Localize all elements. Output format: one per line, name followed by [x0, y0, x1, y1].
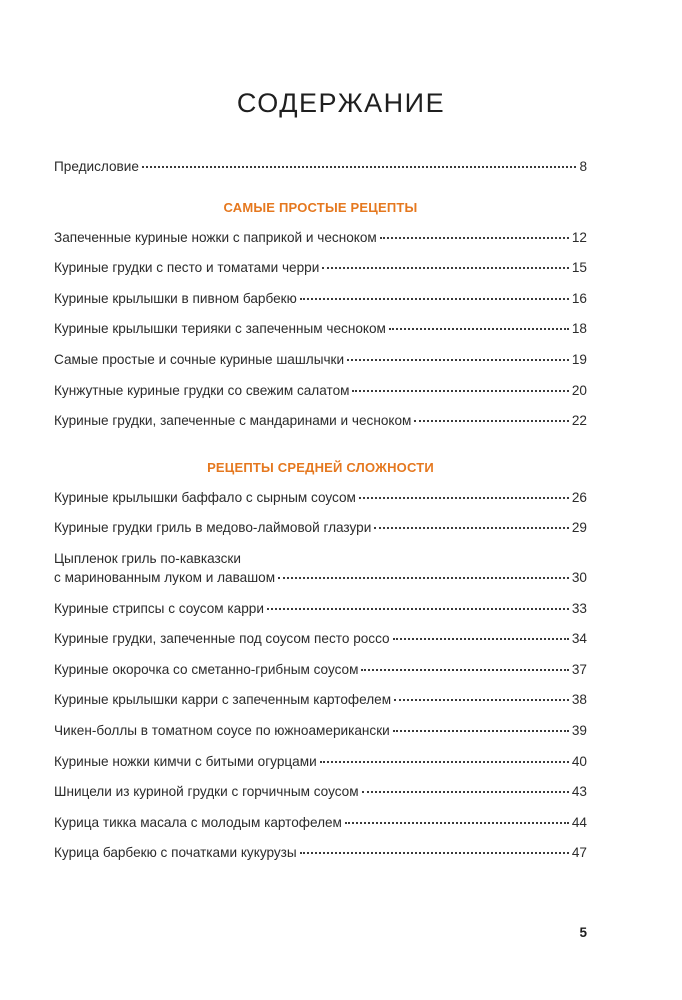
- toc-entry-title: Куриные грудки гриль в медово-лаймовой глазури: [54, 520, 372, 536]
- dot-leader: [380, 237, 569, 239]
- toc-entry[interactable]: [54, 661, 587, 692]
- page-number: 5: [579, 925, 587, 940]
- dot-leader: [322, 267, 569, 269]
- toc-entry[interactable]: [54, 722, 587, 753]
- toc-entry-page: 39: [571, 722, 587, 738]
- toc-entry[interactable]: [54, 691, 587, 722]
- toc-entry-page: 22: [571, 413, 587, 429]
- toc-entry[interactable]: [54, 290, 587, 321]
- toc-entry-page: 12: [571, 229, 587, 245]
- dot-leader: [278, 577, 569, 579]
- dot-leader: [394, 699, 569, 701]
- dot-leader: [393, 638, 569, 640]
- toc-entry-title: Куриные ножки кимчи с битыми огурцами: [54, 753, 317, 769]
- toc-entry[interactable]: [54, 412, 587, 443]
- dot-leader: [300, 852, 569, 854]
- toc-entry-page: 15: [571, 260, 587, 276]
- dot-leader: [142, 166, 577, 168]
- toc-entry[interactable]: [54, 600, 587, 631]
- dot-leader: [352, 390, 568, 392]
- toc-entry-title-line2: с маринованным луком и лавашом: [54, 569, 276, 585]
- toc-entry-title: Куриные крылышки терияки с запеченным чесноком: [54, 321, 386, 337]
- toc-entry-title: Куриные грудки с песто и томатами черри: [54, 260, 320, 276]
- toc-entry-page: 34: [571, 631, 587, 647]
- toc-entry[interactable]: [54, 814, 587, 845]
- toc-entry-title: Шницели из куриной грудки с горчичным соусом: [54, 784, 359, 800]
- toc-entry[interactable]: [54, 630, 587, 661]
- toc-entry-title: Предисловие: [54, 159, 139, 174]
- toc-entry-page: 30: [571, 569, 587, 585]
- toc-entry-preface[interactable]: [54, 158, 587, 189]
- toc-entry[interactable]: [54, 489, 587, 520]
- toc-entry[interactable]: [54, 382, 587, 413]
- toc-entry-title: Куриные крылышки баффало с сырным соусом: [54, 489, 356, 505]
- toc-entry-page: 20: [571, 382, 587, 398]
- section-heading-medium: РЕЦЕПТЫ СРЕДНЕЙ СЛОЖНОСТИ: [207, 459, 434, 475]
- toc-entry-page: 47: [571, 845, 587, 861]
- toc-entry[interactable]: [54, 844, 587, 875]
- toc-entry-title: Куриные грудки, запеченные с мандаринами и чесноком: [54, 413, 412, 429]
- dot-leader: [300, 298, 569, 300]
- toc-entry[interactable]: [54, 320, 587, 351]
- toc-entry-title: Чикен-боллы в томатном соусе по южноамерикански: [54, 722, 390, 738]
- toc-entry-page: 44: [571, 814, 587, 830]
- toc-entry[interactable]: [54, 783, 587, 814]
- toc-entry-page: 43: [571, 784, 587, 800]
- dot-leader: [414, 420, 568, 422]
- toc-entry-title: Кунжутные куриные грудки со свежим салатом: [54, 382, 350, 398]
- toc-entry-title: Куриные крылышки карри с запеченным картофелем: [54, 692, 392, 708]
- toc-entry-page: 26: [571, 489, 587, 505]
- dot-leader: [320, 761, 569, 763]
- toc-entry[interactable]: [54, 753, 587, 784]
- dot-leader: [393, 730, 569, 732]
- toc-entry-page: 16: [571, 290, 587, 306]
- toc-entry-page: 38: [571, 692, 587, 708]
- toc-entry[interactable]: [54, 519, 587, 550]
- toc-entry-title: Курица барбекю с початками кукурузы: [54, 845, 297, 861]
- dot-leader: [347, 359, 569, 361]
- table-of-contents: [54, 158, 587, 875]
- toc-entry-page: 29: [571, 520, 587, 536]
- toc-entry-page: 19: [571, 351, 587, 367]
- toc-entry[interactable]: [54, 259, 587, 290]
- dot-leader: [267, 608, 569, 610]
- toc-entry-title-line1: Цыпленок гриль по-кавказски: [54, 550, 241, 566]
- toc-entry[interactable]: [54, 229, 587, 260]
- toc-entry-page: 18: [571, 321, 587, 337]
- toc-entry-title: Куриные грудки, запеченные под соусом песто россо: [54, 631, 390, 647]
- toc-entry-title: Запеченные куриные ножки с паприкой и чесноком: [54, 229, 377, 245]
- dot-leader: [389, 328, 569, 330]
- toc-entry-title: Самые простые и сочные куриные шашлычки: [54, 351, 345, 367]
- dot-leader: [359, 497, 569, 499]
- toc-entry-title: Куриные стрипсы с соусом карри: [54, 600, 264, 616]
- page-title: СОДЕРЖАНИЕ: [236, 88, 446, 118]
- toc-entry-page: 37: [571, 661, 587, 677]
- section-heading-simple: САМЫЕ ПРОСТЫЕ РЕЦЕПТЫ: [223, 199, 418, 215]
- toc-entry[interactable]: [54, 351, 587, 382]
- toc-entry-title: Куриные окорочка со сметанно-грибным соусом: [54, 661, 359, 677]
- dot-leader: [362, 791, 569, 793]
- toc-entry-page: 40: [571, 753, 587, 769]
- toc-entry-title: Куриные крылышки в пивном барбекю: [54, 290, 297, 306]
- toc-entry-title: Курица тикка масала с молодым картофелем: [54, 814, 342, 830]
- toc-entry-page: 8: [579, 159, 587, 174]
- toc-entry-page: 33: [571, 600, 587, 616]
- dot-leader: [345, 822, 569, 824]
- toc-entry-multiline[interactable]: [54, 550, 587, 587]
- dot-leader: [374, 527, 569, 529]
- dot-leader: [361, 669, 568, 671]
